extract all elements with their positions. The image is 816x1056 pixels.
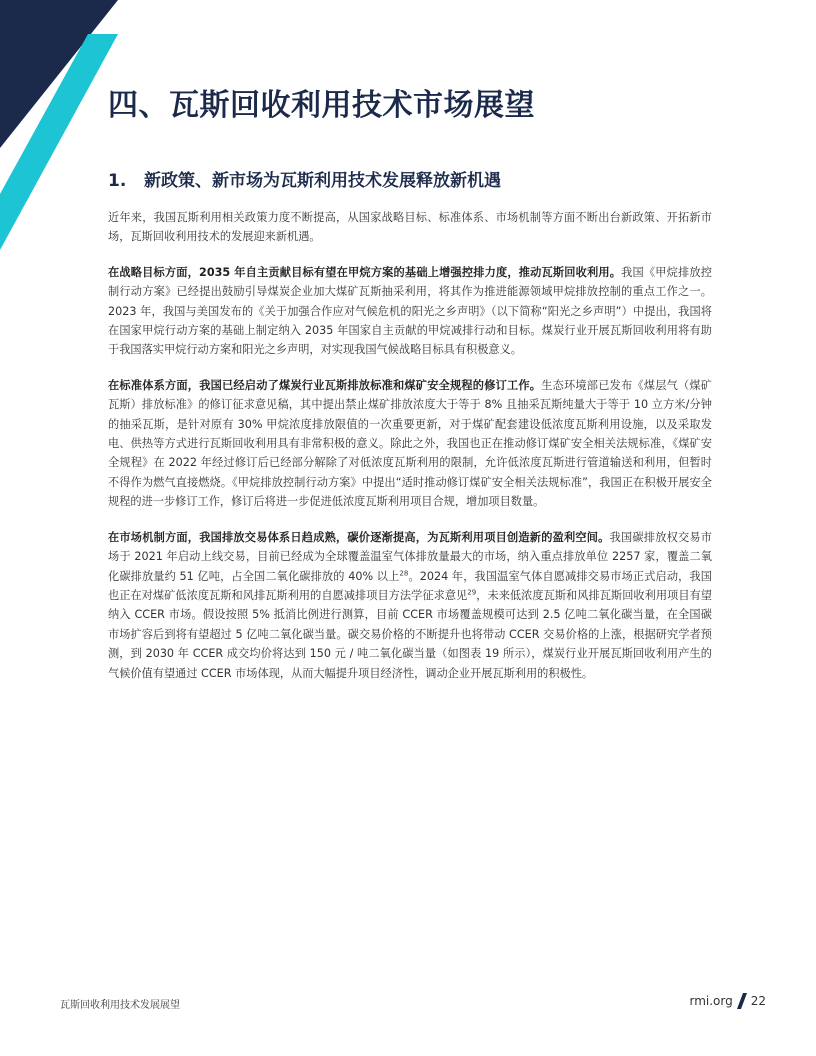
paragraph-text: 我国碳排放权交易市场于 2021 年启动上线交易，目前已经成为全球覆盖温室气体排放量最大的市场，纳入重点排放单位 2257 家，覆盖二氧化碳排放量约 51 亿吨，占全国二氧化碳排放的 40% 以上 — [108, 530, 712, 583]
paragraph-lead: 在市场机制方面，我国排放交易体系日趋成熟，碳价逐渐提高，为瓦斯利用项目创造新的盈利空间。 — [108, 530, 610, 544]
strategy-paragraph — [108, 263, 712, 360]
paragraph-lead: 在战略目标方面，2035 年自主贡献目标有望在甲烷方案的基础上增强控排力度，推动瓦斯回收利用。 — [108, 265, 622, 279]
section-number: 1. — [108, 171, 127, 191]
section-title: 新政策、新市场为瓦斯利用技术发展释放新机遇 — [144, 171, 501, 191]
chapter-title: 四、瓦斯回收利用技术市场展望 — [108, 88, 535, 123]
standards-paragraph — [108, 376, 712, 512]
footnote-ref[interactable]: 29 — [467, 588, 477, 597]
body-content — [108, 208, 712, 699]
page-number: 22 — [750, 994, 766, 1008]
market-paragraph — [108, 528, 712, 683]
footer-page-info — [689, 993, 766, 1009]
paragraph-text: 生态环境部已发布《煤层气（煤矿瓦斯）排放标准》的修订征求意见稿，其中提出禁止煤矿排放浓度大于等于 8% 且抽采瓦斯纯量大于等于 10 立方米/分钟的抽采瓦斯，是针对原有 30% 甲烷浓度排放限值的一次重要更新，对于煤矿配套建设低浓度瓦斯利用设施，以及采取发电、供热等方式进行瓦斯回收利用具有非常积极的意义。除此之外，我国也正在推动修订煤矿安全相关法规标准，《煤矿安全规程》在 2022 年经过修订后已经部分解除了对低浓度瓦斯利用的限制，允许低浓度瓦斯进行管道输送和利用，但暂时不得作为燃气直接燃烧。《甲烷排放控制行动方案》中提出“适时推动修订煤矿安全相关法规标准”，我国正在积极开展安全规程的进一步修订工作，修订后将进一步促进低浓度瓦斯利用项目合规，增加项目数量。 — [108, 378, 712, 509]
paragraph-text: 我国《甲烷排放控制行动方案》已经提出鼓励引导煤炭企业加大煤矿瓦斯抽采利用，将其作为推进能源领域甲烷排放控制的重点工作之一。2023 年，我国与美国发布的《关于加强合作应对气候危机的阳光之乡声明》（以下简称“阳光之乡声明”）中提出，我国将在国家甲烷行动方案的基础上制定纳入 2035 年国家自主贡献的甲烷减排行动和目标。煤炭行业开展瓦斯回收利用将有助于我国落实甲烷行动方案和阳光之乡声明，对实现我国气候战略目标具有积极意义。 — [108, 265, 712, 357]
paragraph-text: 。2024 年，我国温室气体自愿减排交易市场正式启动，我国也正在对煤矿低浓度瓦斯和风排瓦斯利用的自愿减排项目方法学征求意见 — [108, 569, 712, 602]
intro-paragraph — [108, 208, 712, 247]
footnote-ref[interactable]: 28 — [399, 568, 409, 577]
paragraph-lead: 在标准体系方面，我国已经启动了煤炭行业瓦斯排放标准和煤矿安全规程的修订工作。 — [108, 378, 542, 392]
footer-site-link[interactable]: rmi.org — [689, 994, 733, 1008]
slash-icon — [737, 993, 747, 1009]
section-heading — [108, 166, 501, 191]
paragraph-text: 近年来，我国瓦斯利用相关政策力度不断提高，从国家战略目标、标准体系、市场机制等方面不断出台新政策、开拓新市场，瓦斯回收利用技术的发展迎来新机遇。 — [108, 211, 712, 244]
decorative-corner-stripes — [0, 0, 120, 250]
footer-report-title: 瓦斯回收利用技术发展展望 — [60, 1000, 180, 1011]
paragraph-text: ，未来低浓度瓦斯和风排瓦斯回收利用项目有望纳入 CCER 市场。假设按照 5% 抵消比例进行测算，目前 CCER 市场覆盖规模可达到 2.5 亿吨二氧化碳当量，在全国碳市场扩容后到将有望超过 5 亿吨二氧化碳当量。碳交易价格的不断提升也将带动 CCER 交易价格的上涨，根据研究学者预测，到 2030 年 CCER 成交均价将达到 150 元 / 吨二氧化碳当量（如图表 19 所示），煤炭行业开展瓦斯回收利用产生的气候价值有望通过 CCER 市场体现，从而大幅提升项目经济性，调动企业开展瓦斯利用的积极性。 — [108, 588, 712, 680]
